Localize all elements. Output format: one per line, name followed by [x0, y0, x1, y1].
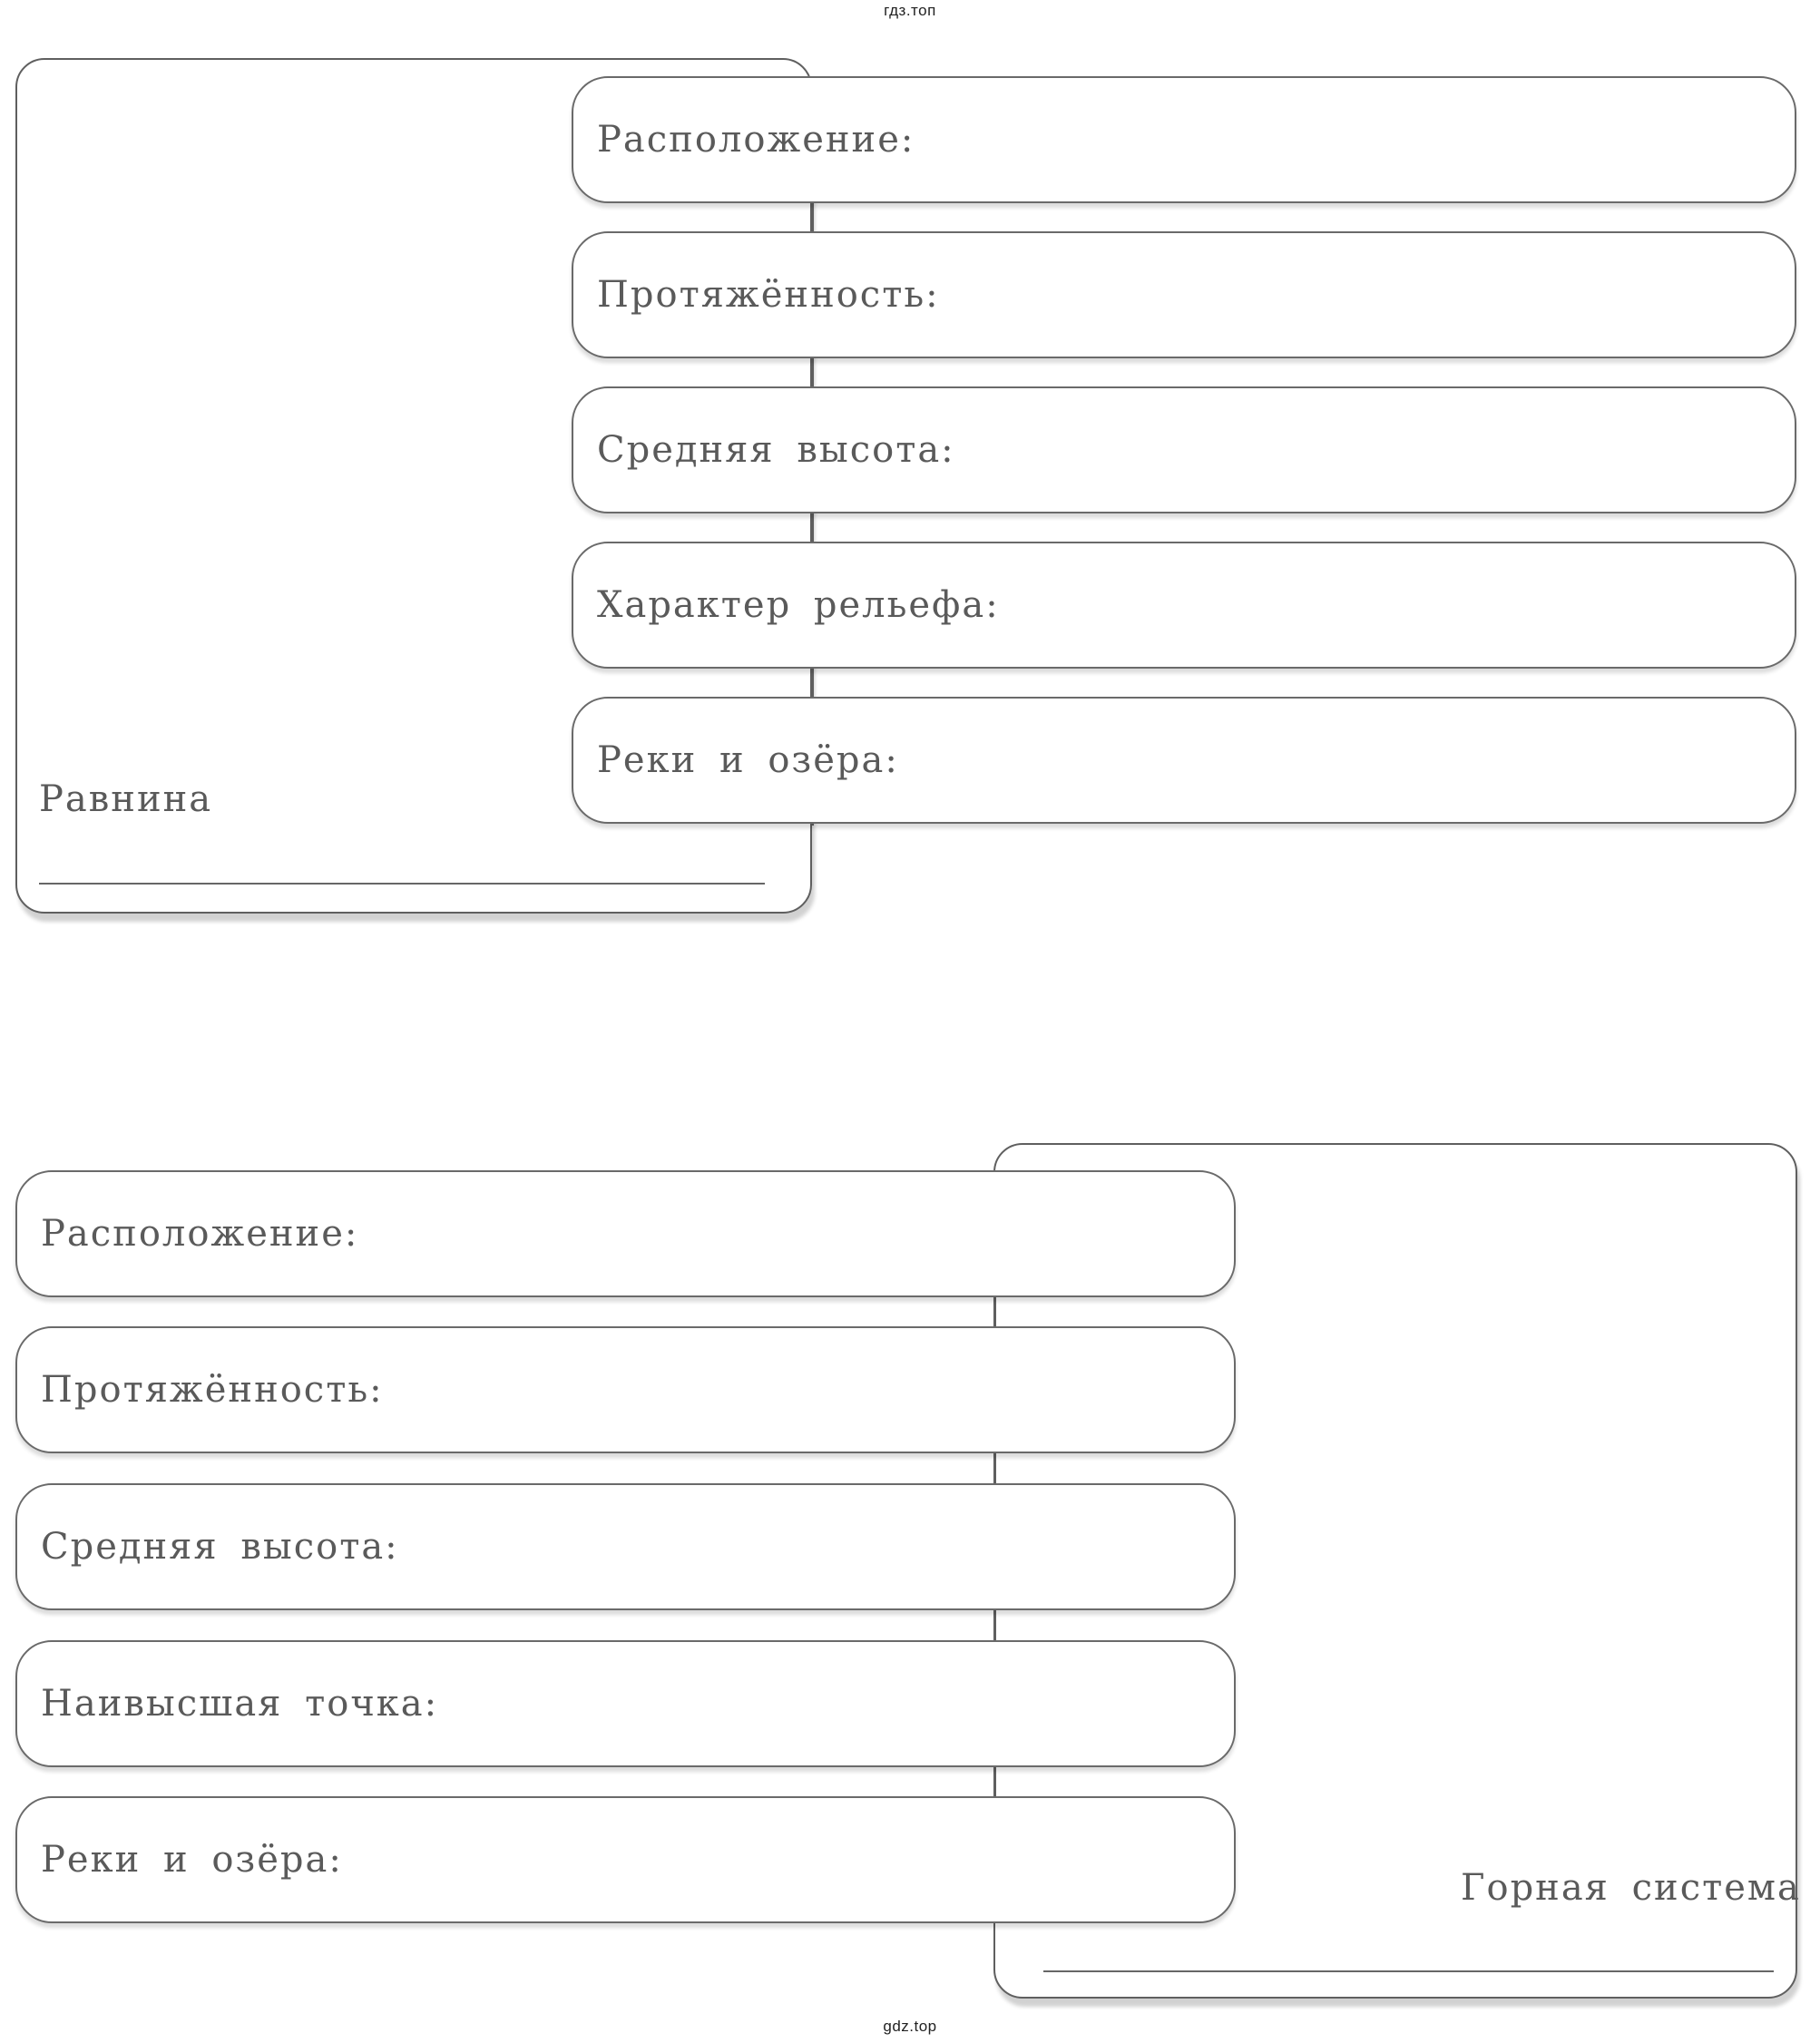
mountain-field-rivers-lakes[interactable]: Реки и озёра: [15, 1796, 1236, 1923]
plain-field-avg-height[interactable]: Средняя высота: [572, 386, 1796, 513]
plain-field-length[interactable]: Протяжённость: [572, 231, 1796, 358]
mountain-field-highest-point[interactable]: Наивысшая точка: [15, 1640, 1236, 1767]
plain-field-location[interactable]: Расположение: [572, 76, 1796, 203]
mountain-field-location[interactable]: Расположение: [15, 1170, 1236, 1297]
mountain-name-answer-line[interactable] [1043, 1970, 1774, 1972]
plain-label: Равнина [39, 778, 213, 820]
mountain-label: Горная система [1461, 1867, 1801, 1909]
plain-field-relief[interactable]: Характер рельефа: [572, 542, 1796, 669]
watermark-top: гдз.топ [884, 2, 936, 19]
mountain-field-avg-height[interactable]: Средняя высота: [15, 1483, 1236, 1610]
plain-field-rivers-lakes[interactable]: Реки и озёра: [572, 697, 1796, 824]
mountain-field-length[interactable]: Протяжённость: [15, 1326, 1236, 1453]
watermark-bottom: gdz.top [883, 2018, 937, 2035]
plain-name-answer-line[interactable] [39, 883, 765, 885]
